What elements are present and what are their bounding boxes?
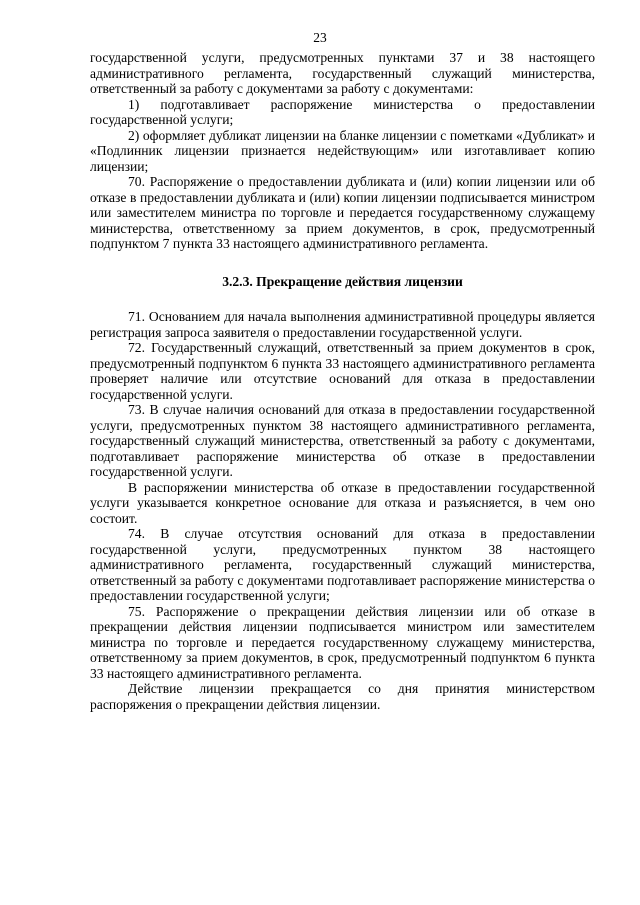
- page-number: 23: [313, 30, 327, 45]
- paragraph-termination: Действие лицензии прекращается со дня принятия министерством распоряжения о прекращении действия лицензии.: [90, 681, 595, 712]
- paragraph-71: 71. Основанием для начала выполнения административной процедуры является регистрация запроса заявителя о предоставлении государственной услуги.: [90, 309, 595, 340]
- list-item-2: 2) оформляет дубликат лицензии на бланке лицензии с пометками «Дубликат» и «Подлинник лицензии признается недействующим» или изготавливает копию лицензии;: [90, 127, 595, 174]
- paragraph-continuation: государственной услуги, предусмотренных пунктами 37 и 38 настоящего административного регламента, государственный служащий министерства, ответственный за работу с документами за работу с документами:: [90, 50, 595, 96]
- paragraph-75: 75. Распоряжение о прекращении действия лицензии или об отказе в прекращении действия лицензии подписывается министром или заместителем министра по торговле и передается государственному служащему министерства, ответственному за прием документов, в срок, предусмотренный подпунктом 6 пункта 33 настоящего административного регламента.: [90, 603, 595, 681]
- section-heading: 3.2.3. Прекращение действия лицензии: [222, 273, 463, 289]
- paragraph-73: 73. В случае наличия оснований для отказа в предоставлении государственной услуги, предусмотренных пунктом 38 настоящего административного регламента, государственный служащий министерства, ответственный за работу с документами, подготавливает распоряжение министерства об отказе в предоставлении государственной услуги.: [90, 402, 595, 479]
- paragraph-72: 72. Государственный служащий, ответственный за прием документов в срок, предусмотренный подпунктом 6 пункта 33 настоящего административного регламента проверяет наличие или отсутствие оснований для отказа в предоставлении государственной услуги.: [90, 340, 595, 402]
- paragraph-refusal-basis: В распоряжении министерства об отказе в предоставлении государственной услуги указывается конкретное основание для отказа и разъясняется, в чем оно состоит.: [90, 479, 595, 526]
- list-item-1: 1) подготавливает распоряжение министерства о предоставлении государственной услуги;: [90, 96, 595, 127]
- paragraph-74: 74. В случае отсутствия оснований для отказа в предоставлении государственной услуги, предусмотренных пунктом 38 настоящего административного регламента, государственный служащий министерства, ответственный за работу с документами подготавливает распоряжение министерства о предоставлении государственной услуги;: [90, 526, 595, 603]
- paragraph-70: 70. Распоряжение о предоставлении дубликата и (или) копии лицензии или об отказе в предоставлении дубликата и (или) копии лицензии подписывается министром или заместителем министра по торговле и передается государственному служащему министерства, ответственному за прием документов, в срок, предусмотренный подпунктом 7 пункта 33 настоящего административного регламента.: [90, 174, 595, 251]
- document-body: [90, 50, 595, 712]
